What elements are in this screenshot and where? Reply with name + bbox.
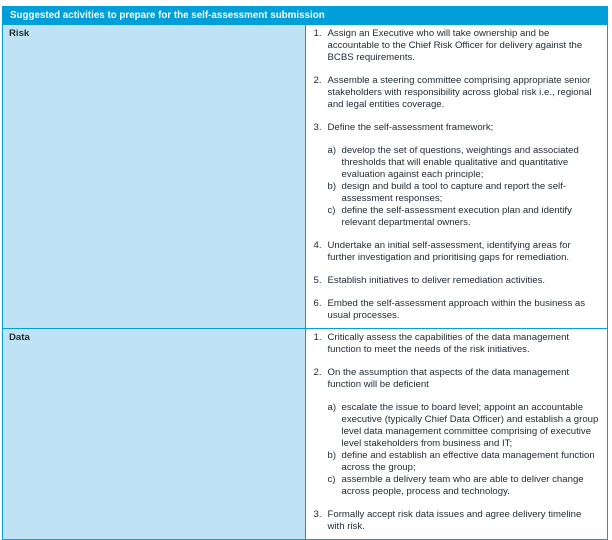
sub-item-letter: b) — [327, 450, 337, 461]
item-number: 3. — [313, 122, 322, 133]
item-text: Define the self-assessment framework; — [327, 122, 494, 133]
list-item — [306, 75, 602, 111]
list-item — [306, 332, 602, 356]
item-text: Establish initiatives to deliver remediation activities. — [327, 275, 546, 286]
list-item — [306, 275, 602, 287]
sub-item-letter: a) — [327, 402, 337, 413]
sub-item — [306, 450, 602, 474]
sub-item-text: design and build a tool to capture and report the self-assessment responses; — [341, 181, 567, 204]
item-text: Assign an Executive who will take ownership and be accountable to the Chief Risk Officer for delivery against the BCBS requirements. — [327, 28, 583, 63]
item-number: 3. — [313, 509, 322, 520]
item-number: 2. — [313, 367, 322, 378]
sub-item — [306, 205, 602, 229]
item-gap — [306, 264, 602, 275]
item-gap — [306, 111, 602, 122]
item-gap — [306, 498, 602, 509]
item-gap — [306, 287, 602, 298]
section-row-risk — [3, 25, 608, 329]
sub-item-letter: b) — [327, 181, 337, 192]
item-number: 6. — [313, 298, 322, 309]
list-item — [306, 240, 602, 264]
item-gap — [306, 391, 602, 402]
section-row-data — [3, 329, 608, 540]
item-gap — [306, 134, 602, 145]
item-gap — [306, 356, 602, 367]
item-text: Formally accept risk data issues and agree delivery timeline with risk. — [327, 509, 582, 532]
item-number: 1. — [313, 28, 322, 39]
list-item — [306, 122, 602, 134]
sub-item-letter: a) — [327, 145, 337, 156]
sub-item-text: develop the set of questions, weightings and associated thresholds that will enable qualitative and quantitative evaluation against each principle; — [341, 145, 579, 180]
sub-item-text: define the self-assessment execution plan and identify relevant departmental owners. — [341, 205, 572, 228]
sub-item — [306, 402, 602, 450]
item-gap — [306, 64, 602, 75]
sub-item-letter: c) — [327, 205, 336, 216]
table-header: Suggested activities to prepare for the self-assessment submission — [3, 6, 608, 25]
sub-item-text: define and establish an effective data management function across the group; — [341, 450, 595, 473]
item-number: 2. — [313, 75, 322, 86]
list-item — [306, 367, 602, 391]
sub-item-text: assemble a delivery team who are able to deliver change across people, process and technology. — [341, 474, 584, 497]
item-text: Embed the self-assessment approach within the business as usual processes. — [327, 298, 586, 321]
header-row — [3, 6, 608, 25]
item-number: 5. — [313, 275, 322, 286]
sub-item — [306, 145, 602, 181]
activities-table — [2, 6, 608, 540]
list-item — [306, 298, 602, 322]
item-text: On the assumption that aspects of the data management function will be deficient — [327, 367, 570, 390]
sub-item-text: escalate the issue to board level; appoint an accountable executive (typically Chief Data Officer) and establish a group level data management committee comprising of executive level stakeholders from business and IT; — [341, 402, 599, 449]
sub-item-letter: c) — [327, 474, 336, 485]
section-content — [305, 25, 608, 329]
item-number: 4. — [313, 240, 322, 251]
sub-item — [306, 181, 602, 205]
item-text: Undertake an initial self-assessment, identifying areas for further investigation and prioritising gaps for remediation. — [327, 240, 571, 263]
section-label: Data — [3, 329, 306, 540]
section-content — [305, 329, 608, 540]
sub-item — [306, 474, 602, 498]
list-item — [306, 509, 602, 533]
list-item — [306, 28, 602, 64]
section-label: Risk — [3, 25, 306, 329]
item-gap — [306, 229, 602, 240]
item-text: Assemble a steering committee comprising appropriate senior stakeholders with responsibility across global risk i.e., regional and legal entities coverage. — [327, 75, 592, 110]
item-text: Critically assess the capabilities of the data management function to meet the needs of the risk initiatives. — [327, 332, 570, 355]
item-number: 1. — [313, 332, 322, 343]
